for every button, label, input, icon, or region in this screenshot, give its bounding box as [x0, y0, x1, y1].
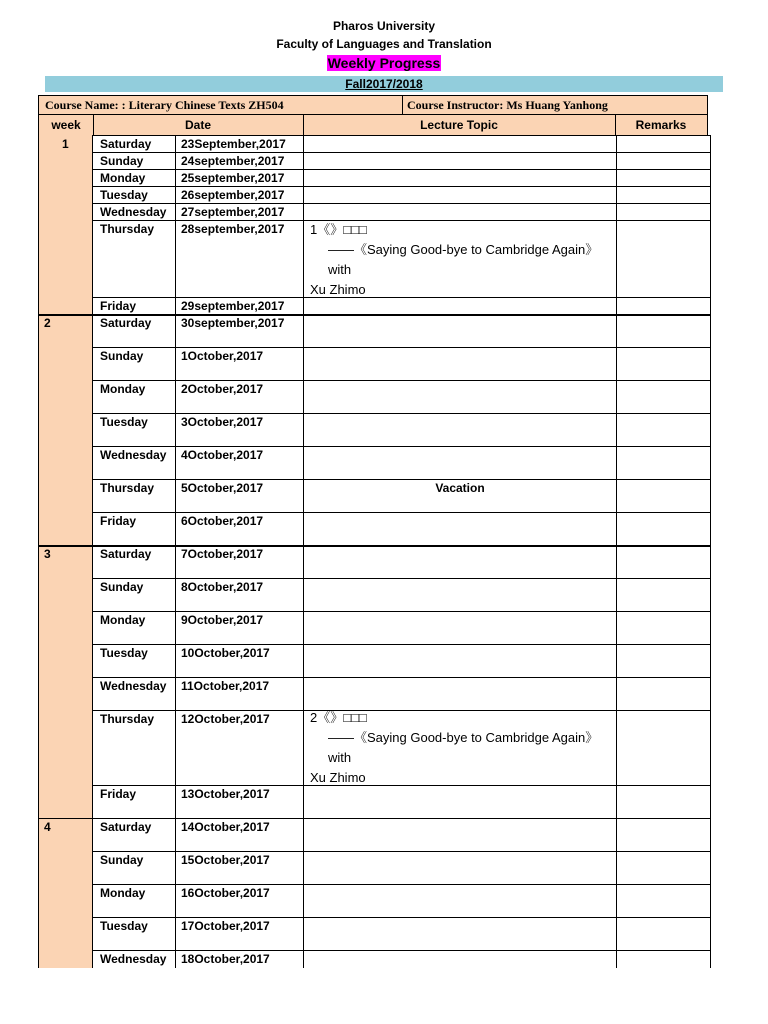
- row-date: 16October,2017: [181, 886, 270, 900]
- row-day: Monday: [100, 171, 146, 185]
- row-date: 11October,2017: [181, 679, 270, 693]
- title-wrapper: [0, 55, 768, 71]
- row-date: 12October,2017: [181, 712, 270, 726]
- lecture-topic-2-subtitle: ——《Saying Good-bye to Cambridge Again》with: [328, 730, 599, 765]
- row-divider: [92, 950, 711, 951]
- row-divider: [92, 380, 711, 381]
- lecture-topic-1-subtitle: ——《Saying Good-bye to Cambridge Again》with: [328, 242, 599, 277]
- week-number: 2: [44, 316, 51, 330]
- topic-column-border: [303, 135, 304, 968]
- row-divider: [92, 851, 711, 852]
- semester-label: Fall2017/2018: [345, 77, 423, 91]
- row-divider: [92, 413, 711, 414]
- lecture-topic-2-title: 2《》□□□: [310, 710, 367, 725]
- row-day: Friday: [100, 787, 137, 801]
- row-date: 10October,2017: [181, 646, 270, 660]
- row-date: 15October,2017: [181, 853, 270, 867]
- row-date: 17October,2017: [181, 919, 270, 933]
- lecture-topic-1-title: 1《》□□□: [310, 222, 367, 237]
- lecture-topic-1-author: Xu Zhimo: [310, 282, 366, 297]
- row-date: 13October,2017: [181, 787, 270, 801]
- course-info-row: [38, 95, 708, 115]
- row-date: 29september,2017: [181, 299, 285, 313]
- page-title: Weekly Progress: [327, 55, 441, 71]
- row-divider: [92, 186, 711, 187]
- row-date: 3October,2017: [181, 415, 264, 429]
- remarks-column-border: [616, 135, 617, 968]
- row-day: Saturday: [100, 137, 152, 151]
- row-day: Saturday: [100, 316, 152, 330]
- row-date: 24september,2017: [181, 154, 285, 168]
- row-date: 1October,2017: [181, 349, 264, 363]
- course-name: Course Name: : Literary Chinese Texts ZH504: [39, 96, 403, 114]
- row-date: 18October,2017: [181, 952, 270, 966]
- lecture-topic-2: [310, 708, 610, 788]
- column-header-topic: Lecture Topic: [303, 115, 616, 135]
- row-day: Sunday: [100, 580, 144, 594]
- row-divider: [92, 917, 711, 918]
- week-number: 3: [44, 547, 51, 561]
- row-day: Friday: [100, 514, 137, 528]
- faculty-name: Faculty of Languages and Translation: [276, 37, 492, 51]
- row-divider: [38, 818, 711, 819]
- row-day: Friday: [100, 299, 137, 313]
- row-divider: [92, 479, 711, 480]
- lecture-topic-2-author: Xu Zhimo: [310, 770, 366, 785]
- row-date: 27september,2017: [181, 205, 285, 219]
- row-divider: [92, 578, 711, 579]
- row-divider: [92, 677, 711, 678]
- date-column-border: [92, 135, 93, 968]
- row-day: Tuesday: [100, 646, 148, 660]
- row-day: Thursday: [100, 222, 155, 236]
- row-divider: [92, 169, 711, 170]
- row-day: Monday: [100, 382, 146, 396]
- row-date: 9October,2017: [181, 613, 264, 627]
- row-day: Monday: [100, 613, 146, 627]
- row-day: Wednesday: [100, 205, 167, 219]
- row-day: Wednesday: [100, 679, 167, 693]
- row-day: Saturday: [100, 820, 152, 834]
- row-date: 7October,2017: [181, 547, 264, 561]
- university-name: Pharos University: [332, 19, 436, 33]
- row-date: 2October,2017: [181, 382, 264, 396]
- row-date: 8October,2017: [181, 580, 264, 594]
- lecture-topic-1: [310, 220, 610, 300]
- row-day: Thursday: [100, 481, 155, 495]
- row-date: 28september,2017: [181, 222, 285, 236]
- row-day: Tuesday: [100, 188, 148, 202]
- row-divider: [92, 152, 711, 153]
- row-day: Sunday: [100, 154, 144, 168]
- column-header-row: [38, 114, 708, 136]
- row-date: 4October,2017: [181, 448, 264, 462]
- row-day: Tuesday: [100, 415, 148, 429]
- row-day: Wednesday: [100, 952, 167, 966]
- column-header-remarks: Remarks: [635, 118, 687, 132]
- row-divider: [92, 512, 711, 513]
- column-header-week: week: [39, 115, 94, 135]
- row-divider: [92, 644, 711, 645]
- row-divider: [92, 611, 711, 612]
- semester-bar: [45, 76, 723, 92]
- row-date: 30september,2017: [181, 316, 285, 330]
- row-day: Wednesday: [100, 448, 167, 462]
- row-divider: [92, 446, 711, 447]
- row-day: Sunday: [100, 349, 144, 363]
- row-divider: [92, 203, 711, 204]
- daydate-divider: [175, 135, 176, 968]
- row-day: Sunday: [100, 853, 144, 867]
- row-date: 14October,2017: [181, 820, 270, 834]
- row-day: Thursday: [100, 712, 155, 726]
- row-date: 5October,2017: [181, 481, 264, 495]
- row-date: 25september,2017: [181, 171, 285, 185]
- column-header-date: Date: [93, 115, 304, 135]
- row-day: Saturday: [100, 547, 152, 561]
- row-divider: [92, 347, 711, 348]
- row-date: 26september,2017: [181, 188, 285, 202]
- course-instructor: Course Instructor: Ms Huang Yanhong: [407, 98, 608, 112]
- week-number: 1: [62, 137, 69, 151]
- vacation-label: Vacation: [435, 481, 485, 495]
- table-right-border: [710, 135, 711, 968]
- row-day: Tuesday: [100, 919, 148, 933]
- week-number: 4: [44, 820, 51, 834]
- row-day: Monday: [100, 886, 146, 900]
- row-divider: [92, 884, 711, 885]
- row-date: 6October,2017: [181, 514, 264, 528]
- row-date: 23September,2017: [181, 137, 286, 151]
